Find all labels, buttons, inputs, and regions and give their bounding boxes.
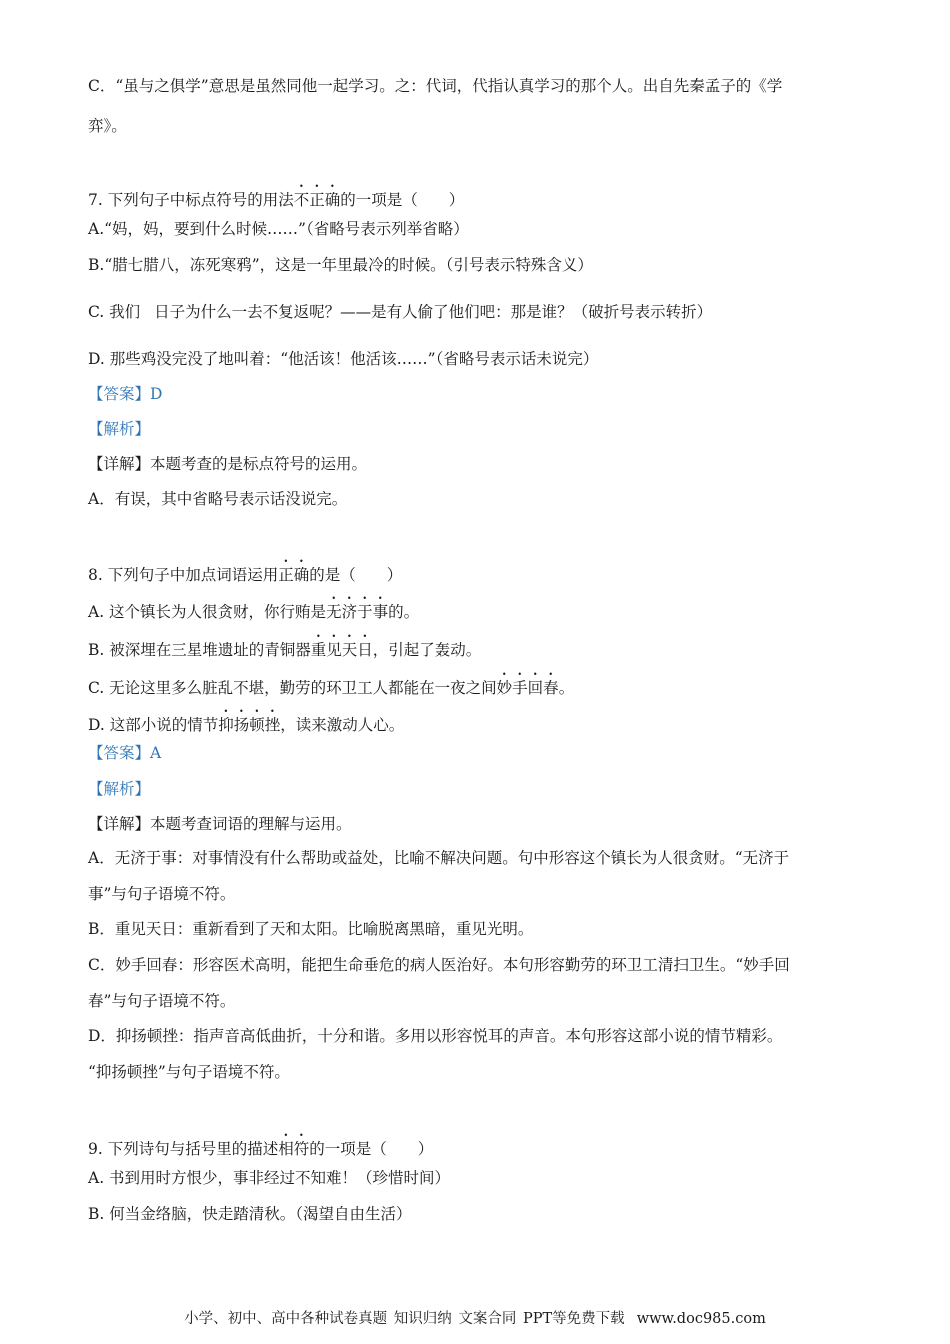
q8-answer [88, 743, 161, 763]
q7-option-b: B.“腊七腊八，冻死寒鸦”，这是一年里最冷的时候。（引号表示特殊含义） [88, 256, 593, 274]
q8-explain-d-line2: “抑扬顿挫”与句子语境不符。 [88, 1063, 290, 1081]
q7-answer-label: 【答案】 [88, 385, 151, 403]
q8-option-b-pre: B. 被深埋在三星堆遗址的青铜器 [88, 641, 311, 659]
q7-stem [88, 182, 464, 210]
q8-detail-text: 本题考查词语的理解与运用。 [150, 815, 352, 833]
q8-explain-a-line1: A．无济于事：对事情没有什么帮助或益处，比喻不解决问题。句中形容这个镇长为人很贪财。“无济于 [88, 849, 790, 867]
q8-explain-b: B．重见天日：重新看到了天和太阳。比喻脱离黑暗，重见光明。 [88, 920, 534, 938]
q8-option-d [88, 707, 404, 735]
q8-answer-label: 【答案】 [88, 744, 151, 762]
q8-option-b-post: ，引起了轰动。 [372, 641, 482, 659]
q7-option-a: A.“妈，妈，要到什么时候……”（省略号表示列举省略） [88, 220, 469, 238]
q7-option-c-post: 日子为什么一去不复返呢？——是有人偷了他们吧：那是谁？（破折号表示转折） [154, 303, 713, 321]
q7-option-d: D. 那些鸡没完没了地叫着：“他活该！他活该……”（省略号表示话未说完） [88, 350, 599, 368]
q9-stem-post: 的一项是（ ） [309, 1140, 434, 1158]
q7-detail-text: 本题考查的是标点符号的运用。 [150, 455, 368, 473]
q9-stem-emphasis: 相符 [278, 1140, 310, 1158]
q7-detail [88, 454, 367, 474]
q9-option-b: B. 何当金络脑，快走踏清秋。（渴望自由生活） [88, 1205, 412, 1223]
q8-explain-d-line1: D．抑扬顿挫：指声音高低曲折，十分和谐。多用以形容悦耳的声音。本句形容这部小说的情节精彩。 [88, 1027, 783, 1045]
q8-explain-c-line1: C．妙手回春：形容医术高明，能把生命垂危的病人医治好。本句形容勤劳的环卫工清扫卫生。“妙手回 [88, 956, 790, 974]
q8-stem-emphasis: 正确 [278, 566, 310, 584]
q6-option-c-line2: 弈》。 [88, 117, 127, 135]
q7-stem-post: 的一项是（ ） [340, 191, 465, 209]
q8-option-a-pre: A. 这个镇长为人很贪财，你行贿是 [88, 603, 327, 621]
q9-stem-pre: 9. 下列诗句与括号里的描述 [88, 1140, 279, 1158]
q8-explain-c-line2: 春”与句子语境不符。 [88, 992, 236, 1010]
footer-url[interactable]: www.doc985.com [636, 1311, 766, 1327]
q9-option-a: A. 书到用时方恨少，事非经过不知难！（珍惜时间） [88, 1169, 451, 1187]
q8-answer-value: A [150, 744, 162, 762]
q8-explain-a-line2: 事”与句子语境不符。 [88, 885, 236, 903]
q7-answer [88, 384, 162, 404]
q8-detail-label: 【详解】 [88, 815, 151, 833]
q8-option-d-emphasis: 抑扬顿挫 [218, 716, 281, 734]
q9-stem [88, 1131, 433, 1159]
q7-stem-pre: 7. 下列句子中标点符号的用法 [88, 191, 294, 209]
q7-answer-value: D [150, 385, 163, 403]
q7-stem-emphasis: 不正确 [293, 191, 341, 209]
q8-detail [88, 814, 352, 834]
q8-option-d-post: ，读来激动人心。 [280, 716, 405, 734]
q7-option-c-pre: C. 我们 [88, 303, 141, 321]
page-footer [0, 1307, 950, 1328]
q7-option-c [88, 302, 712, 322]
q7-explain-a: A．有误，其中省略号表示话没说完。 [88, 490, 348, 508]
footer-text: 小学、初中、高中各种试卷真题 知识归纳 文案合同 PPT等免费下载 [184, 1311, 625, 1327]
q8-option-c-pre: C. 无论这里多么脏乱不堪，勤劳的环卫工人都能在一夜之间 [88, 679, 497, 697]
q8-stem-pre: 8. 下列句子中加点词语运用 [88, 566, 279, 584]
q8-option-c-emphasis: 妙手回春 [496, 679, 559, 697]
q8-option-c-post: 。 [558, 679, 575, 697]
q6-option-c-line1: C．“虽与之俱学”意思是虽然同他一起学习。之：代词，代指认真学习的那个人。出自先秦孟子的《学 [88, 77, 783, 95]
q7-analysis-label: 【解析】 [88, 420, 151, 438]
q8-option-d-pre: D. 这部小说的情节 [88, 716, 219, 734]
q8-stem [88, 557, 402, 585]
q8-analysis-label: 【解析】 [88, 780, 151, 798]
q8-stem-post: 的是（ ） [309, 566, 403, 584]
q8-option-c [88, 670, 574, 698]
q8-option-b-emphasis: 重见天日 [310, 641, 373, 659]
q7-detail-label: 【详解】 [88, 455, 151, 473]
q8-option-a [88, 594, 419, 622]
q8-option-a-post: 的。 [388, 603, 420, 621]
q8-option-b [88, 632, 481, 660]
q8-option-a-emphasis: 无济于事 [326, 603, 389, 621]
